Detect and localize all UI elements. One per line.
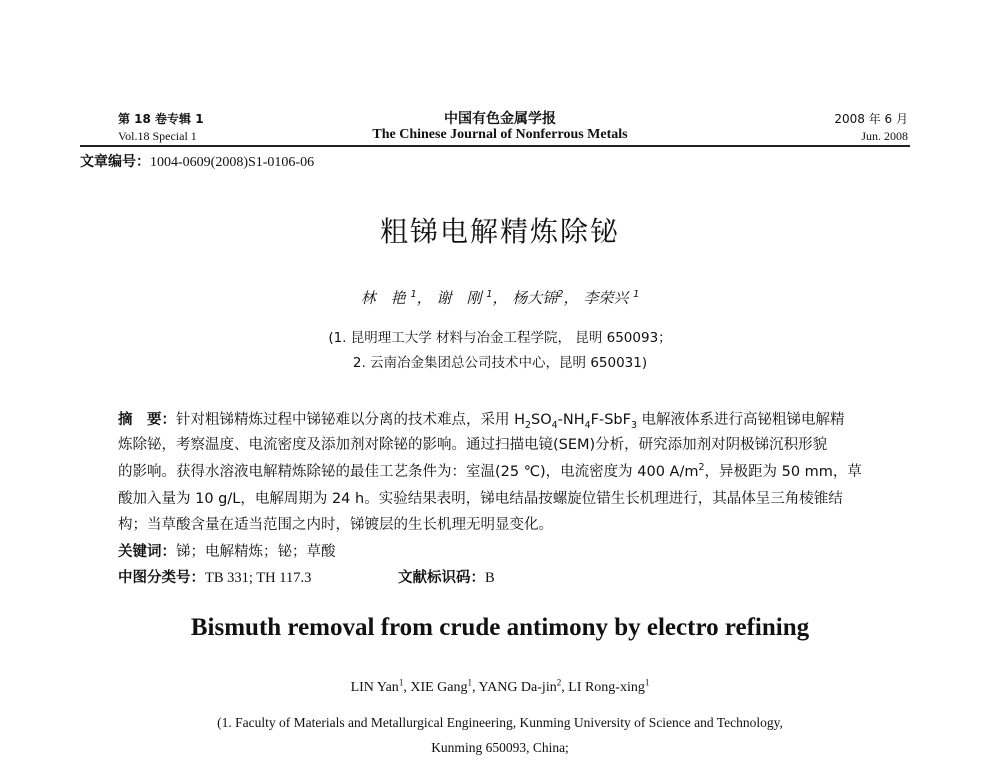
abstract-line: 摘 要：针对粗锑精炼过程中锑铋难以分离的技术难点，采用 $H_2SO_4-NH_4F-SbF_3$ 电解液体系进行高铋粗锑电解精 [118, 412, 845, 429]
article-id [80, 151, 314, 171]
affiliation-cn-1: (1. 昆明理工大学 材料与冶金工程学院， 昆明 650093； [328, 330, 672, 346]
clc-value: TB 331; TH 117.3 [205, 570, 312, 586]
abstract-label: 摘 要： [118, 412, 176, 428]
affiliation-en-1: (1. Faculty of Materials and Metallurgical Engineering, Kunming University of Science and Technology, [217, 715, 783, 730]
keywords-value: 锑；电解精炼；铋；草酸 [176, 544, 336, 560]
affiliation-cn-2: 2. 云南冶金集团总公司技术中心，昆明 650031) [352, 355, 648, 371]
author-cn: 林 艳 $^1$ [360, 289, 417, 307]
doc-code [398, 566, 495, 587]
clc-label: 中图分类号： [118, 570, 205, 586]
article-id-label: 文章编号： [80, 154, 150, 170]
article-id-value: 1004-0609(2008)S1-0106-06 [150, 155, 315, 170]
header-rule [80, 145, 910, 147]
author-cn: 谢 刚 $^1$ [436, 289, 493, 307]
classification [118, 566, 890, 587]
abstract-line: 的影响。获得水溶液电解精炼除铋的最佳工艺条件为：室温(25 ℃)，电流密度为 400 $A/m^2$，异极距为 50 mm，草 [118, 462, 862, 480]
author-cn: 李荣兴 $^1$ [583, 289, 640, 307]
doc-code-value: B [485, 570, 495, 586]
doc-code-label: 文献标识码： [398, 570, 485, 586]
authors-en: LIN Yan$^1$, XIE Gang$^1$, YANG Da-jin$^2$, LI Rong-xing$^1$ [350, 677, 650, 695]
authors-cn: 林 艳 $^1$， 谢 刚 $^1$， 杨大锦$^2$， 李荣兴 $^1$ [360, 289, 640, 307]
keywords-label: 关键词： [118, 544, 176, 560]
affiliation-en-2: Kunming 650093, China; [431, 740, 569, 755]
author-en: LI Rong-xing$^1$ [568, 677, 650, 695]
author-en: XIE Gang$^1$ [410, 677, 473, 695]
header-journal-en: The Chinese Journal of Nonferrous Metals [372, 127, 628, 142]
header-date-en: Jun. 2008 [861, 129, 908, 143]
header-volume-en: Vol.18 Special 1 [118, 129, 197, 143]
header-journal-cn: 中国有色金属学报 [444, 111, 556, 127]
header-volume-cn: 第 18 卷专辑 1 [118, 112, 204, 126]
author-en: LIN Yan$^1$ [350, 677, 404, 695]
header-date-cn: 2008 年 6 月 [834, 112, 908, 126]
title-cn: 粗锑电解精炼除铋 [379, 215, 620, 248]
abstract-line: 炼除铋，考察温度、电流密度及添加剂对除铋的影响。通过扫描电镜(SEM)分析，研究添加剂对阴极锑沉积形貌 [118, 437, 828, 453]
keywords [118, 540, 890, 561]
abstract-line: 构；当草酸含量在适当范围之内时，锑镀层的生长机理无明显变化。 [118, 517, 553, 533]
title-en: Bismuth removal from crude antimony by electro refining [190, 614, 810, 641]
author-en: YANG Da-jin$^2$ [478, 677, 562, 695]
abstract-line: 酸加入量为 10 g/L，电解周期为 24 h。实验结果表明，锑电结晶按螺旋位错生长机理进行，其晶体呈三角棱锥结 [118, 491, 843, 507]
author-cn: 杨大锦$^2$ [512, 289, 564, 307]
